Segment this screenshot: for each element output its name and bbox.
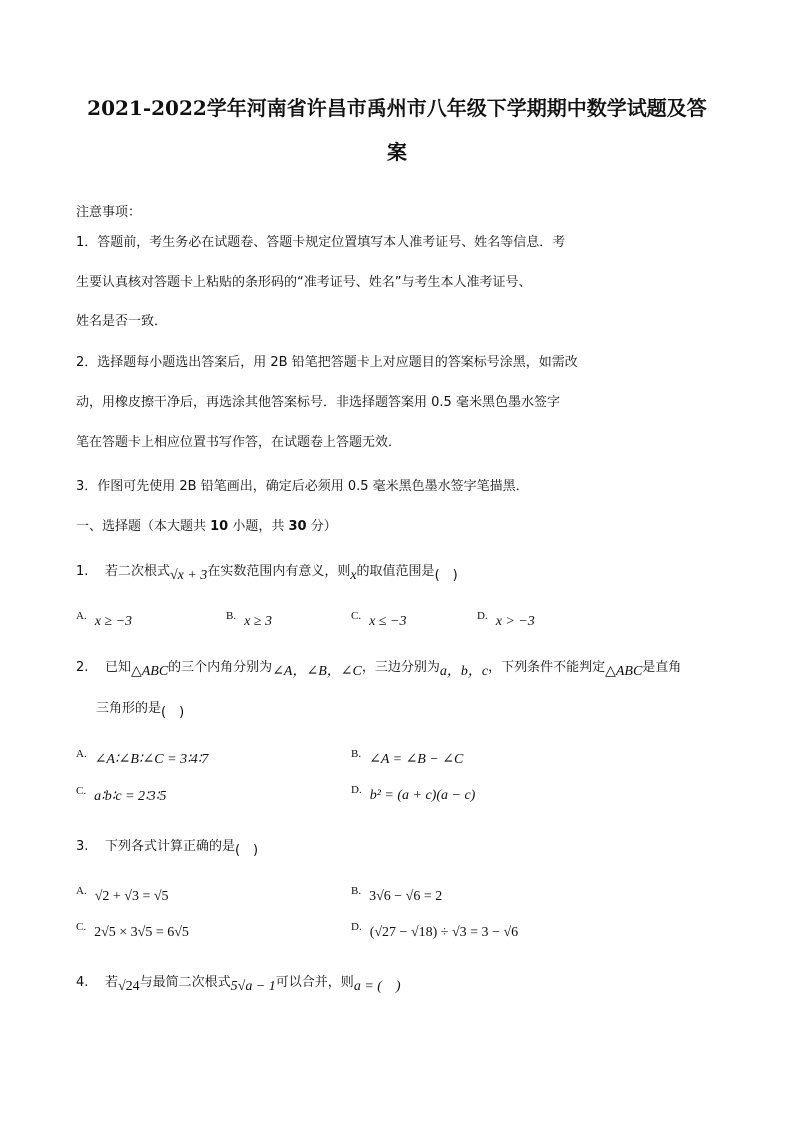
notice-heading: 注意事项： [76,205,142,220]
option-text: √2 + √3 = √5 [94,889,169,904]
option-text: x ≥ 3 [244,614,272,629]
question-number: 1. [76,564,89,579]
question-2-continued [96,699,184,719]
section-text: 一、选择题（本大题共 [76,519,211,534]
option-label: B. [226,610,237,622]
option-label: D. [351,921,362,933]
question-count: 10 [210,519,229,534]
question-number: 4. [76,975,89,990]
option-label: D. [477,610,488,622]
question-4 [76,973,401,993]
question-text: 与最简二次根式 [139,975,231,990]
option-d [351,784,476,804]
option-b [226,610,272,630]
notice-line: 姓名是否一致． [76,314,168,329]
notice-line: 笔在答题卡上相应位置书写作答，在试题卷上答题无效． [76,435,402,450]
option-d [477,610,535,630]
math-expression: √x + 3 [169,568,208,583]
option-a [76,885,169,905]
question-text: 的取值范围是 [356,564,435,579]
math-expression: a = ( ) [353,979,401,994]
total-score: 30 [288,519,307,534]
option-label: D. [351,784,362,796]
math-expression: △ABC [605,664,643,679]
notice-line: 3．作图可先使用 2B 铅笔画出，确定后必须用 0.5 毫米黑色墨水签字笔描黑． [76,479,529,494]
option-text: x ≤ −3 [369,614,407,629]
option-label: C. [76,921,87,933]
option-text: x > −3 [495,614,535,629]
answer-blank: ( ) [234,843,259,858]
option-label: A. [76,748,87,760]
option-label: B. [351,748,362,760]
math-expression: ∠A，∠B，∠C [272,664,362,679]
option-text: x ≥ −3 [94,614,133,629]
notice-line: 生要认真核对答题卡上粘贴的条形码的“准考证号、姓名”与考生本人准考证号、 [76,275,532,290]
question-text: 若二次根式 [104,564,170,579]
option-text: ∠A∶∠B∶∠C = 3∶4∶7 [94,752,209,767]
option-label: C. [76,785,87,797]
question-2 [76,658,681,678]
notice-line: 动，用橡皮擦干净后，再选涂其他答案标号．非选择题答案用 0.5 毫米黑色墨水签字 [76,395,560,410]
question-text: ，三边分别为 [361,660,440,675]
math-expression: a，b，c [439,664,489,679]
question-3 [76,837,258,857]
option-label: A. [76,610,87,622]
option-b [351,885,443,905]
question-1 [76,562,458,582]
option-c [76,785,167,805]
question-number: 2. [76,660,89,675]
math-expression: △ABC [130,664,169,679]
question-text: ，下列条件不能判定 [488,660,606,675]
option-b [351,748,464,768]
answer-blank: ( ) [434,568,458,583]
question-text: 下列各式计算正确的是 [104,839,235,854]
option-d [351,921,519,941]
option-c [76,921,189,941]
option-text: b² = (a + c)(a − c) [369,788,476,803]
option-text: (√27 − √18) ÷ √3 = 3 − √6 [369,925,519,940]
question-text: 是直角 [642,660,682,675]
option-label: B. [351,885,362,897]
section-heading [76,517,337,537]
question-text: 在实数范围内有意义，则 [207,564,351,579]
option-label: A. [76,885,87,897]
notice-line: 1．答题前，考生务必在试题卷、答题卡规定位置填写本人准考证号、姓名等信息．考 [76,235,566,250]
question-text: 的三个内角分别为 [168,660,273,675]
option-a [76,610,133,630]
option-text: ∠A = ∠B − ∠C [369,752,464,767]
document-title-line2: 案 [387,140,407,164]
question-text: 已知 [104,660,131,675]
document-title-line1: 2021-2022学年河南省许昌市禹州市八年级下学期期中数学试题及答 [87,96,707,120]
option-c [351,610,407,630]
question-text: 若 [104,975,118,990]
answer-blank: ( ) [161,705,185,720]
section-text: 小题，共 [228,519,289,534]
option-label: C. [351,610,362,622]
option-a [76,748,209,768]
question-text: 三角形的是 [96,701,162,716]
question-number: 3. [76,839,89,854]
section-text: 分） [306,519,337,534]
option-text: a∶b∶c = 2∶3∶5 [94,789,167,804]
math-expression: x [350,568,357,583]
math-expression: √24 [117,979,140,994]
option-text: 2√5 × 3√5 = 6√5 [94,925,189,940]
math-expression: 5√a − 1 [230,979,276,994]
notice-line: 2．选择题每小题选出答案后，用 2B 铅笔把答题卡上对应题目的答案标号涂黑，如需改 [76,355,578,370]
question-text: 可以合并，则 [275,975,354,990]
option-text: 3√6 − √6 = 2 [369,889,443,904]
